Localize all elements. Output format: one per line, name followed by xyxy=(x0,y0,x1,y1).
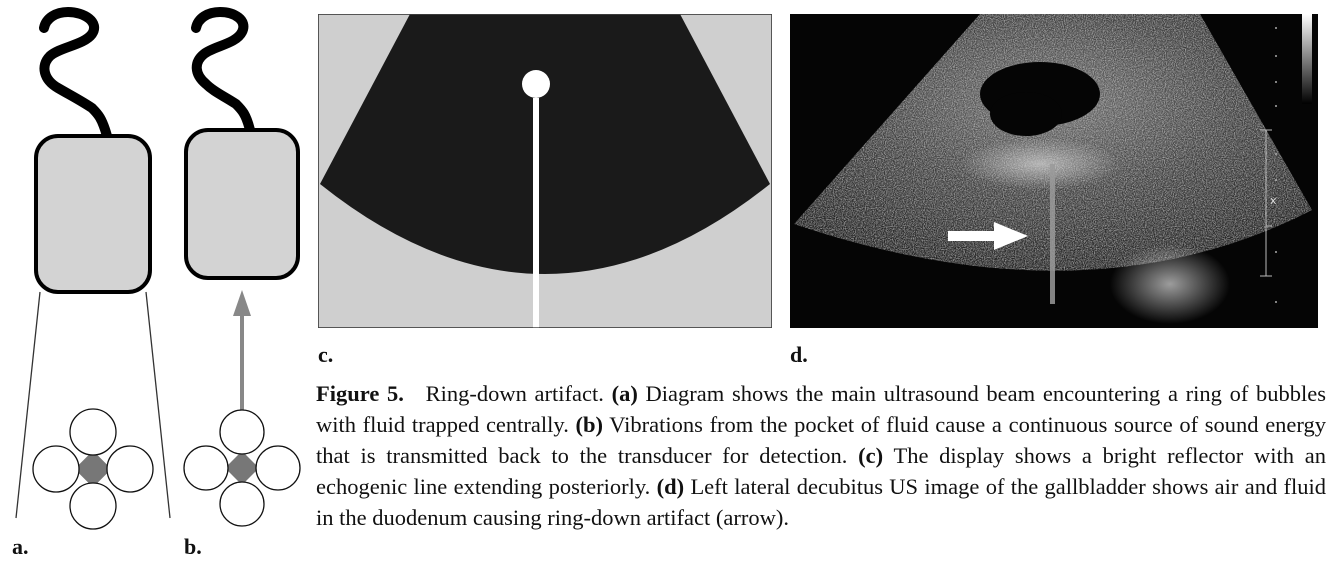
echo-arrow-head xyxy=(233,290,251,316)
figure-caption xyxy=(316,378,1326,533)
caption-part-c-text: The display shows a bright reflector with an echogenic line extending posteriorly. xyxy=(316,443,1327,499)
caption-part-d-text: Left lateral decubitus US image of the gallbladder shows air and fluid in the duodenum causing ring-down artifact (arrow). xyxy=(316,474,1327,530)
panel-d-ultrasound xyxy=(790,14,1318,328)
bubble-ring xyxy=(184,410,300,526)
figure-label: Figure 5. xyxy=(316,381,404,406)
caption-part-a-text: Diagram shows the main ultrasound beam encountering a ring of bubbles with fluid trapped centrally. xyxy=(316,381,1327,437)
bubble-ring xyxy=(33,409,153,529)
panel-b-label: b. xyxy=(184,534,202,559)
bright-reflector xyxy=(522,70,550,98)
caption-part-d-tag: (d) xyxy=(656,474,685,499)
beam-left-edge xyxy=(16,292,40,518)
beam-right-edge xyxy=(146,292,170,518)
ring-down-artifact xyxy=(1050,164,1055,304)
depth-scale-marker: x xyxy=(1270,194,1277,207)
panel-c-display xyxy=(318,14,772,328)
panel-d-label: d. xyxy=(790,342,808,367)
caption-title: Ring-down artifact. xyxy=(425,381,604,406)
transducer-cable xyxy=(44,12,107,136)
transducer-cable xyxy=(196,12,250,130)
transducer-body xyxy=(186,130,298,278)
echogenic-line xyxy=(533,98,539,328)
panel-c-label: c. xyxy=(318,342,334,367)
caption-part-b-tag: (b) xyxy=(575,412,603,437)
caption-part-a-tag: (a) xyxy=(611,381,638,406)
gray-scale-bar xyxy=(1302,14,1312,104)
panel-b-diagram xyxy=(178,0,308,540)
caption-part-c-tag: (c) xyxy=(858,443,884,468)
caption-part-b-text: Vibrations from the pocket of fluid cause a continuous source of sound energy that is transmitted back to the transducer for detection. xyxy=(316,412,1327,468)
panel-a-label: a. xyxy=(12,534,29,559)
echogenic-region xyxy=(1110,244,1230,324)
transducer-body xyxy=(36,136,150,292)
panel-a-diagram xyxy=(0,0,180,540)
